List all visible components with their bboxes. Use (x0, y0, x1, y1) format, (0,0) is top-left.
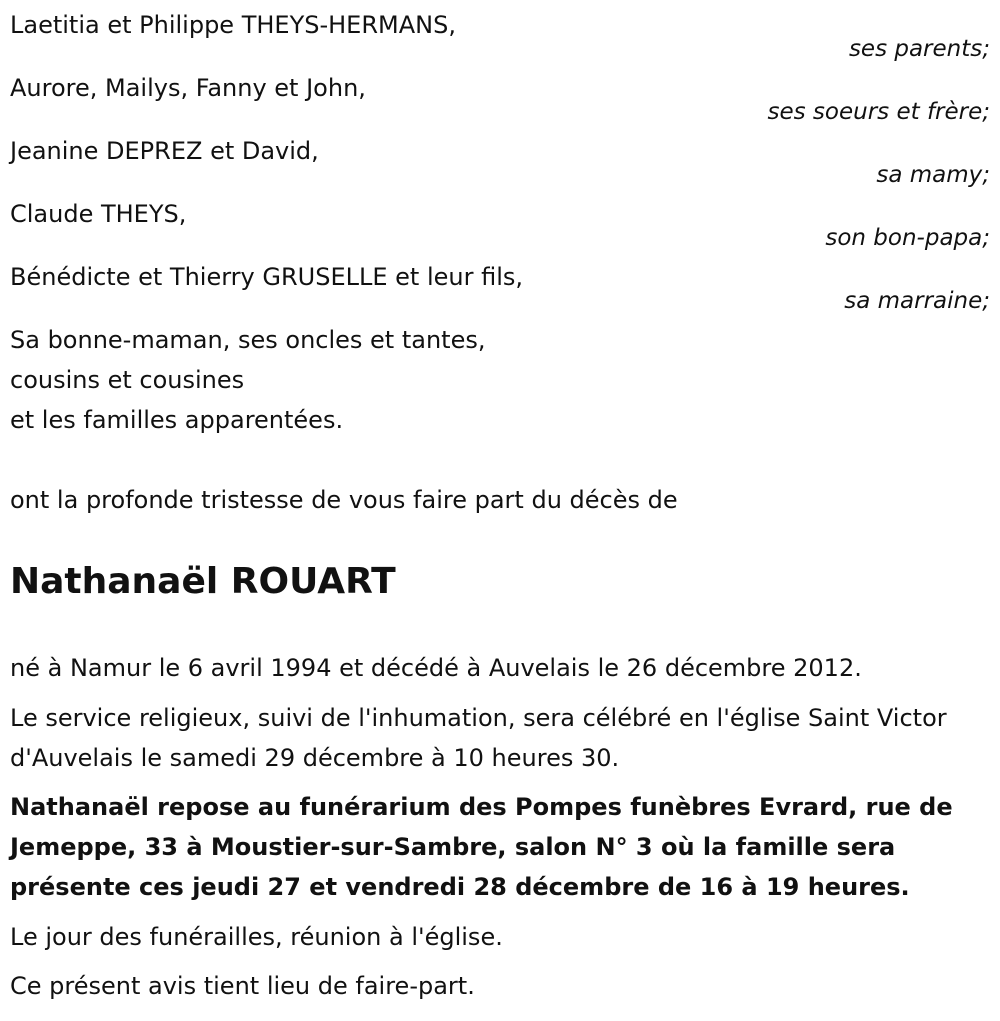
family-name: Laetitia et Philippe THEYS-HERMANS, (10, 11, 456, 39)
announcement-text: ont la profonde tristesse de vous faire part du décès de (10, 486, 678, 514)
family-relation: ses soeurs et frère; (767, 99, 990, 125)
birth-death-text: né à Namur le 6 avril 1994 et décédé à Auvelais le 26 décembre 2012. (10, 654, 862, 682)
family-name: Aurore, Mailys, Fanny et John, (10, 74, 366, 102)
family-name: Claude THEYS, (10, 200, 187, 228)
family-relation: sa marraine; (844, 288, 990, 314)
family-name: Jeanine DEPREZ et David, (10, 137, 319, 165)
meeting-text: Le jour des funérailles, réunion à l'église. (10, 923, 503, 951)
notice-text: Ce présent avis tient lieu de faire-part. (10, 972, 475, 1000)
family-relation: sa mamy; (876, 162, 990, 188)
obituary-notice (10, 0, 990, 1021)
service-text: Le service religieux, suivi de l'inhumation, sera célébré en l'église Saint Victor d'Auvelais le samedi 29 décembre à 10 heures 30. (10, 704, 947, 772)
family-name: Bénédicte et Thierry GRUSELLE et leur fils, (10, 263, 523, 291)
deceased-name: Nathanaël ROUART (10, 561, 396, 602)
extended-family-line: cousins et cousines (10, 366, 245, 394)
family-relation: ses parents; (848, 36, 990, 62)
extended-family-line: Sa bonne-maman, ses oncles et tantes, (10, 326, 486, 354)
extended-family-line: et les familles apparentées. (10, 406, 344, 434)
funerarium-text: Nathanaël repose au funérarium des Pompes funèbres Evrard, rue de Jemeppe, 33 à Moustier-sur-Sambre, salon N° 3 où la famille sera présente ces jeudi 27 et vendredi 28 décembre de 16 à 19 heures. (10, 793, 953, 901)
family-relation: son bon-papa; (825, 225, 990, 251)
